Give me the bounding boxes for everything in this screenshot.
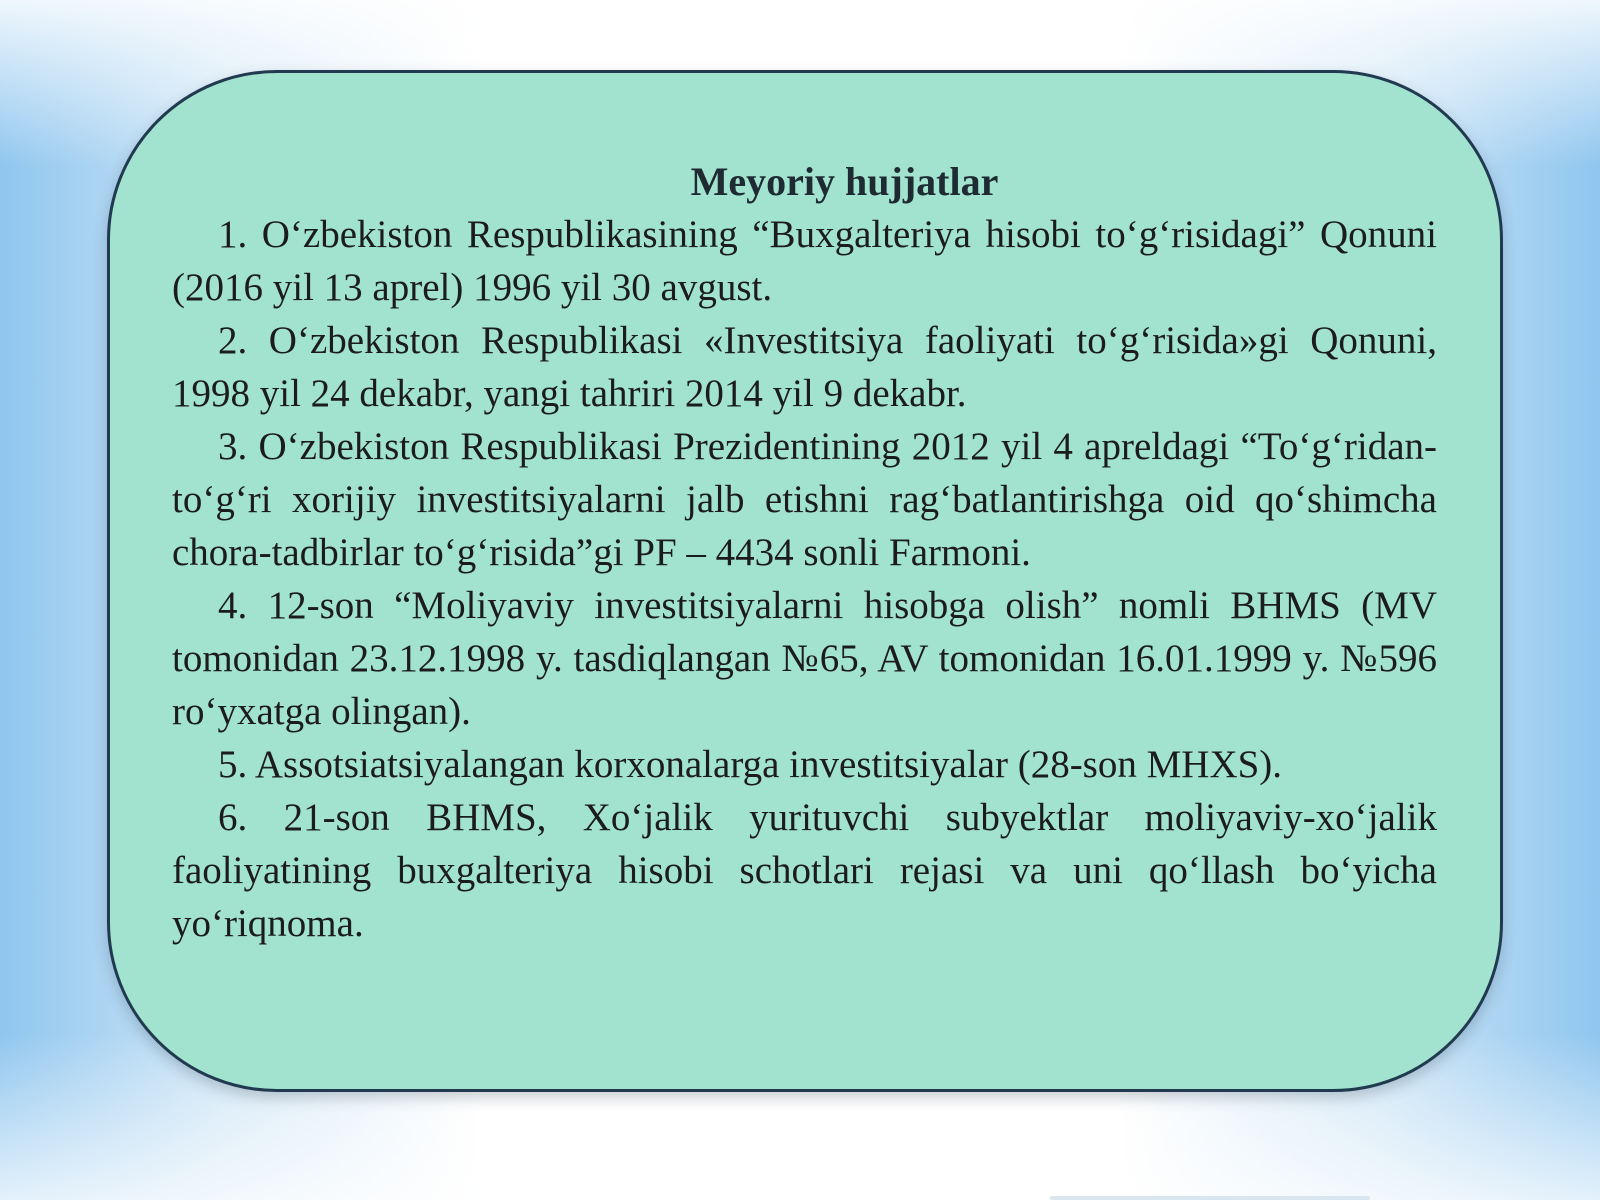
bottom-divider <box>1050 1196 1370 1200</box>
list-item: 3. O‘zbekiston Respublikasi Prezidentining 2012 yil 4 apreldagi “To‘g‘ridan-to‘g‘ri xorijiy investitsiyalarni jalb etishni rag‘batlantirishga oid qo‘shimcha chora-tadbirlar to‘g‘risida”gi PF – 4434 sonli Farmoni. <box>172 425 1437 574</box>
list-item: 6. 21-son BHMS, Xo‘jalik yurituvchi subyektlar moliyaviy-xo‘jalik faoliyatining buxgalteriya hisobi schotlari rejasi va uni qo‘llash bo‘yicha yo‘riqnoma. <box>172 796 1437 945</box>
list-item: 5. Assotsiatsiyalangan korxonalarga investitsiyalar (28-son MHXS). <box>218 743 1283 786</box>
list-item: 1. O‘zbekiston Respublikasining “Buxgalteriya hisobi to‘g‘risidagi” Qonuni (2016 yil 13 aprel) 1996 yil 30 avgust. <box>172 213 1437 309</box>
slide-content <box>172 155 1437 950</box>
list-item: 4. 12-son “Moliyaviy investitsiyalarni hisobga olish” nomli BHMS (MV tomonidan 23.12.1998 y. tasdiqlangan №65, AV tomonidan 16.01.1999 y. №596 ro‘yxatga olingan). <box>172 584 1437 733</box>
list-item: 2. O‘zbekiston Respublikasi «Investitsiya faoliyati to‘g‘risida»gi Qonuni, 1998 yil 24 dekabr, yangi tahriri 2014 yil 9 dekabr. <box>172 319 1437 415</box>
slide-title: Meyoriy hujjatlar <box>690 159 999 204</box>
